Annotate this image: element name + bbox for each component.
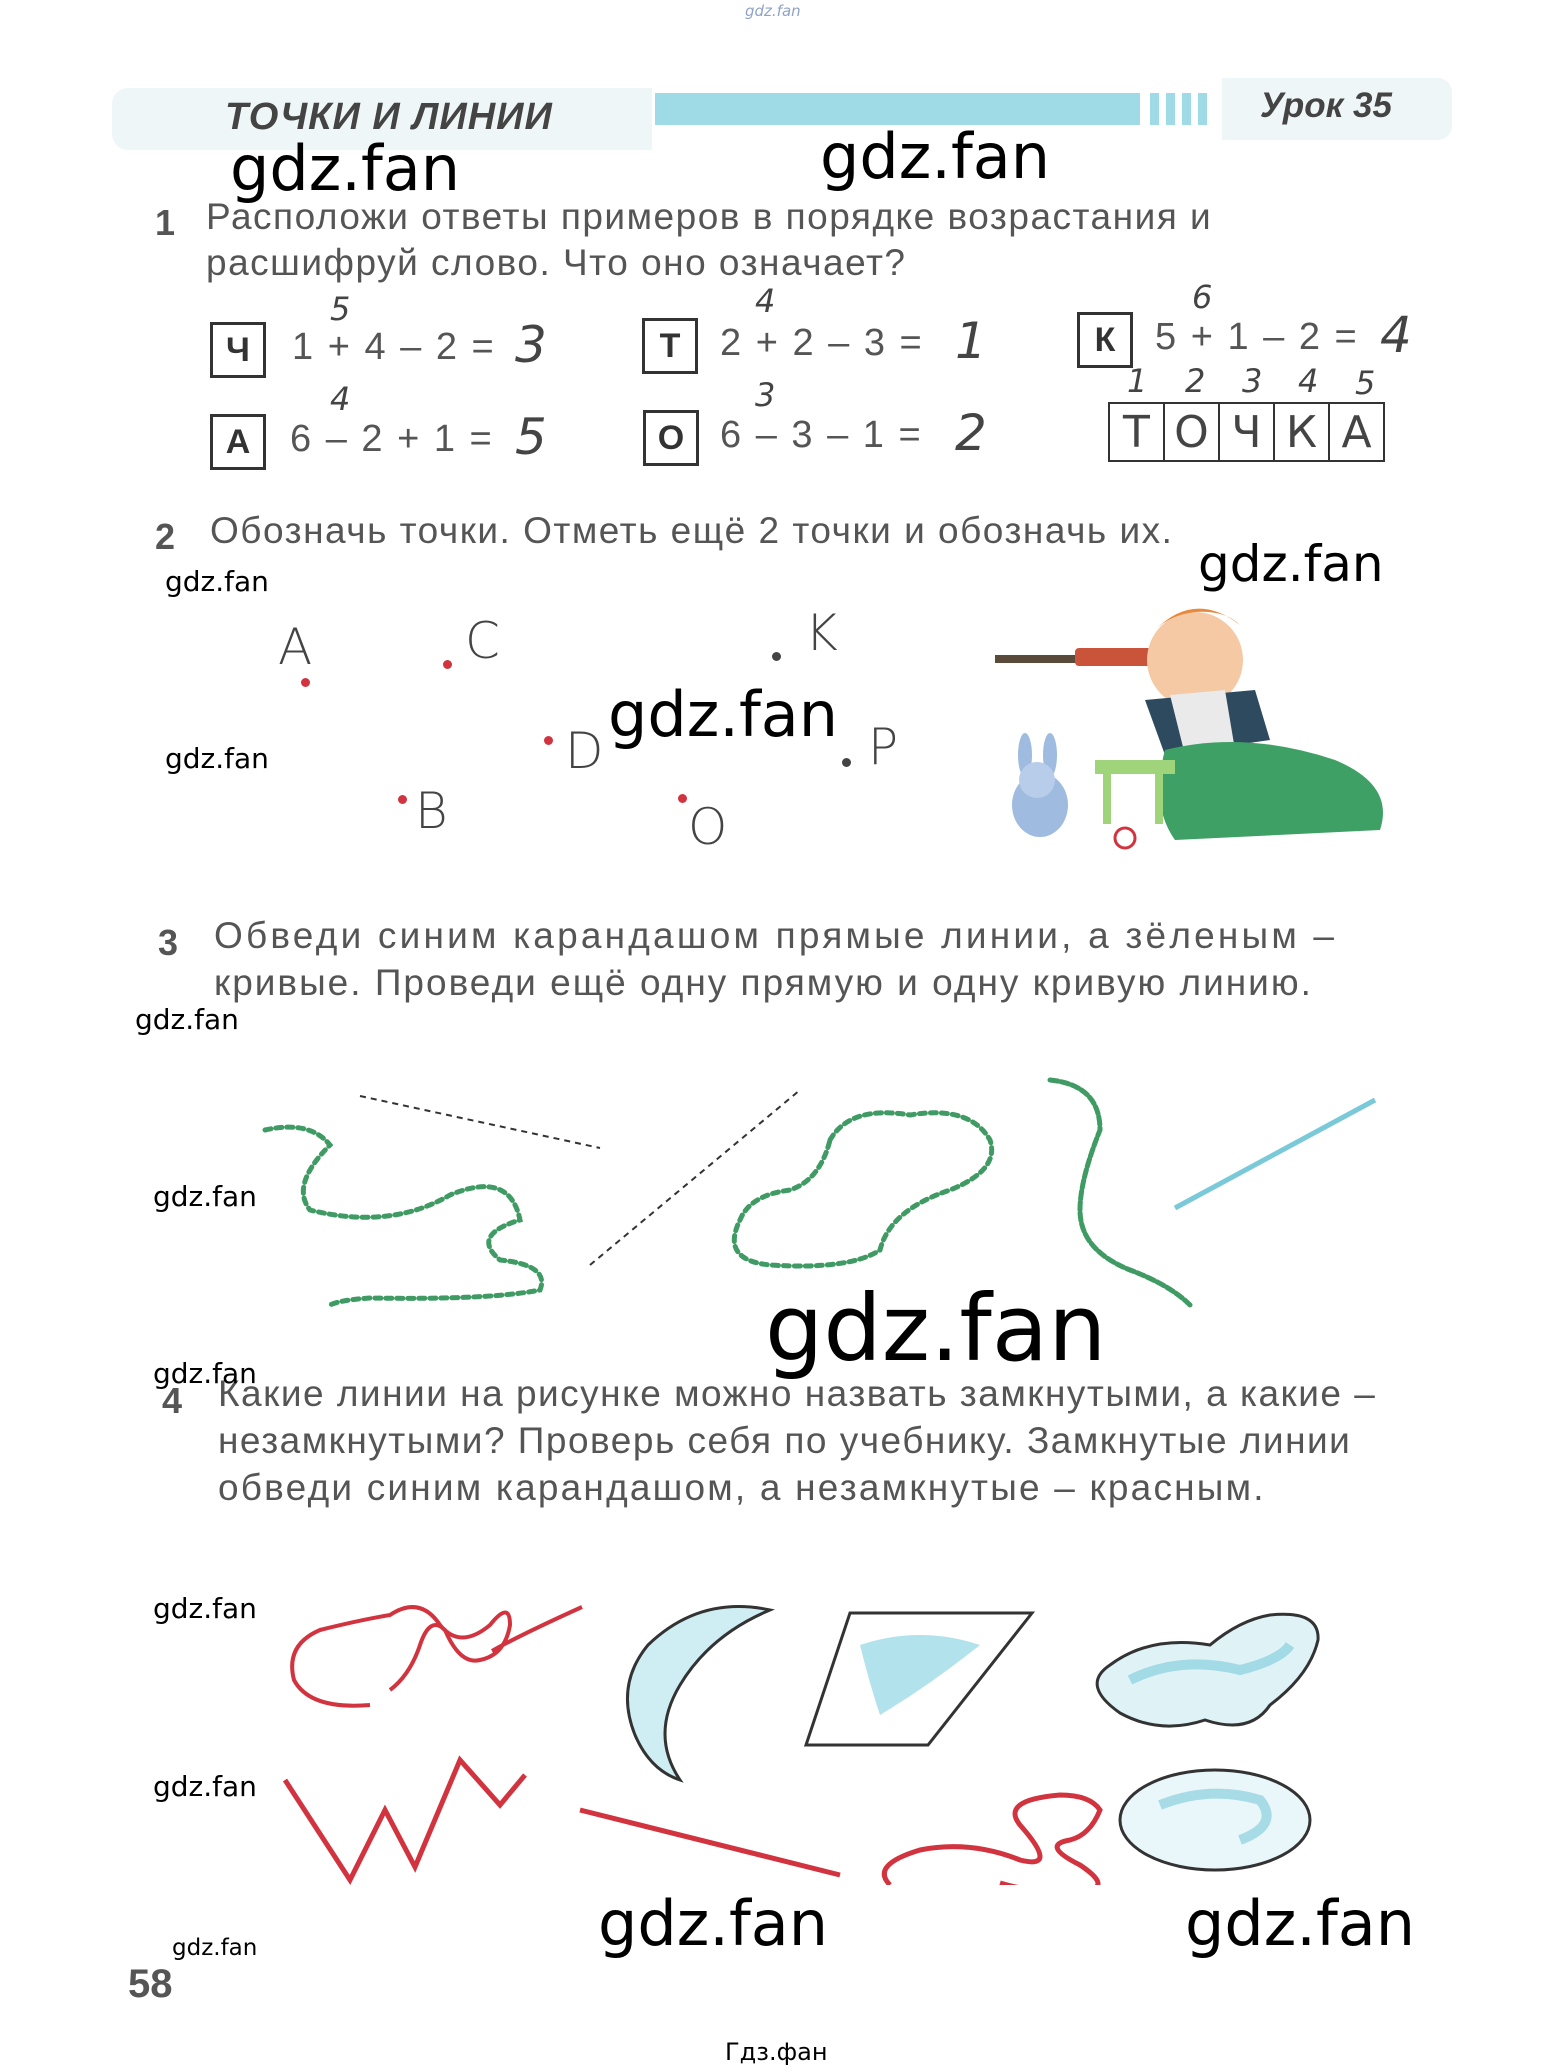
footer-source: Гдз.фан (725, 2038, 828, 2066)
math-expression: 5 + 1 – 2 = (1155, 316, 1359, 358)
page-title: ТОЧКИ И ЛИНИИ (225, 96, 553, 138)
task-text: Какие линии на рисунке можно назвать замкнутыми, а какие – (218, 1373, 1377, 1414)
point-label: D (565, 722, 604, 780)
lesson-label: Урок 35 (1260, 86, 1392, 125)
watermark: gdz.fan (1198, 535, 1384, 593)
watermark: gdz.fan (165, 742, 269, 775)
watermark: gdz.fan (153, 1592, 257, 1625)
cipher-letter-box: К (1077, 312, 1133, 368)
watermark: gdz.fan (598, 1887, 829, 1960)
watermark: gdz.fan (153, 1180, 257, 1213)
point-label: O (688, 798, 728, 856)
word-position-number: 1 (1127, 362, 1148, 400)
answer-word-cell: К (1273, 402, 1330, 462)
point-dot (398, 795, 407, 804)
page-number: 58 (128, 1962, 173, 2006)
watermark: gdz.fan (165, 565, 269, 598)
order-number: 5 (330, 290, 351, 328)
straight-line (360, 1096, 600, 1148)
answer-handwritten: 2 (955, 404, 987, 462)
task-text: Обозначь точки. Отметь ещё 2 точки и обозначь их. (210, 510, 1174, 551)
open-straight-line (580, 1810, 840, 1875)
point-dot (443, 660, 452, 669)
cipher-letter-box: О (643, 410, 699, 466)
word-position-number: 4 (1298, 362, 1319, 400)
math-expression: 6 – 3 – 1 = (720, 414, 923, 456)
straight-line (1175, 1100, 1375, 1208)
open-zigzag (285, 1760, 525, 1880)
task-number: 3 (158, 922, 179, 963)
point-label: K (805, 604, 838, 662)
curve-line (265, 1127, 542, 1305)
task-number: 4 (162, 1380, 183, 1421)
watermark: gdz.fan (172, 1935, 258, 1961)
task-text: расшифруй слово. Что оно означает? (206, 242, 907, 283)
point-dot (544, 736, 553, 745)
math-expression: 2 + 2 – 3 = (720, 322, 924, 364)
watermark: gdz.fan (608, 678, 839, 751)
order-number: 4 (755, 282, 776, 320)
task4-shapes-drawing (280, 1585, 1370, 1885)
cipher-letter-box: А (210, 414, 266, 470)
watermark: gdz.fan (135, 1003, 239, 1036)
cipher-letter-box: Т (642, 318, 698, 374)
point-dot (842, 758, 851, 767)
word-position-number: 3 (1242, 362, 1263, 400)
cipher-letter-box: Ч (210, 322, 266, 378)
straight-line (590, 1090, 800, 1265)
task-text: Расположи ответы примеров в порядке возрастания и (206, 196, 1213, 237)
watermark: gdz.fan (820, 120, 1051, 193)
point-label: P (868, 718, 899, 776)
answer-handwritten: 5 (515, 408, 547, 466)
boy-shooter-illustration (995, 590, 1405, 860)
curve-line (1050, 1080, 1190, 1305)
point-dot (772, 652, 781, 661)
order-number: 6 (1192, 278, 1213, 316)
header-stripes (1150, 93, 1210, 125)
word-position-number: 2 (1185, 362, 1206, 400)
closed-ellipse (1120, 1770, 1310, 1870)
order-number: 4 (330, 380, 351, 418)
answer-word-cell: О (1163, 402, 1220, 462)
answer-handwritten: 4 (1380, 306, 1412, 364)
watermark: gdz.fan (765, 1275, 1107, 1382)
task-text: Обведи синим карандашом прямые линии, а зёленым – (214, 915, 1338, 956)
point-label: A (278, 618, 313, 676)
task-number: 1 (155, 202, 176, 243)
answer-word-cell: Т (1108, 402, 1165, 462)
point-dot (301, 678, 310, 687)
answer-handwritten: 3 (515, 316, 547, 374)
task-text: незамкнутыми? Проверь себя по учебнику. Замкнутые линии (218, 1420, 1352, 1461)
task-text: кривые. Проведи ещё одну прямую и одну кривую линию. (214, 962, 1313, 1003)
top-source-label: gdz.fan (745, 2, 801, 20)
closed-crescent (627, 1607, 770, 1780)
math-expression: 6 – 2 + 1 = (290, 418, 494, 460)
curve-line (734, 1113, 991, 1266)
task-text: обведи синим карандашом, а незамкнутые – красным. (218, 1467, 1266, 1508)
math-expression: 1 + 4 – 2 = (292, 326, 496, 368)
answer-word-cell: А (1328, 402, 1385, 462)
point-label: C (465, 612, 500, 670)
open-wave (884, 1795, 1100, 1885)
watermark: gdz.fan (230, 132, 461, 205)
watermark: gdz.fan (153, 1770, 257, 1803)
closed-blob (1097, 1614, 1318, 1726)
order-number: 3 (755, 376, 776, 414)
watermark: gdz.fan (153, 1357, 257, 1390)
answer-handwritten: 1 (955, 312, 987, 370)
answer-word-cell: Ч (1218, 402, 1275, 462)
task-number: 2 (155, 516, 176, 557)
point-label: B (415, 782, 448, 840)
watermark: gdz.fan (1185, 1887, 1416, 1960)
open-curve (292, 1607, 510, 1706)
point-dot (678, 794, 687, 803)
word-position-number: 5 (1355, 364, 1376, 402)
